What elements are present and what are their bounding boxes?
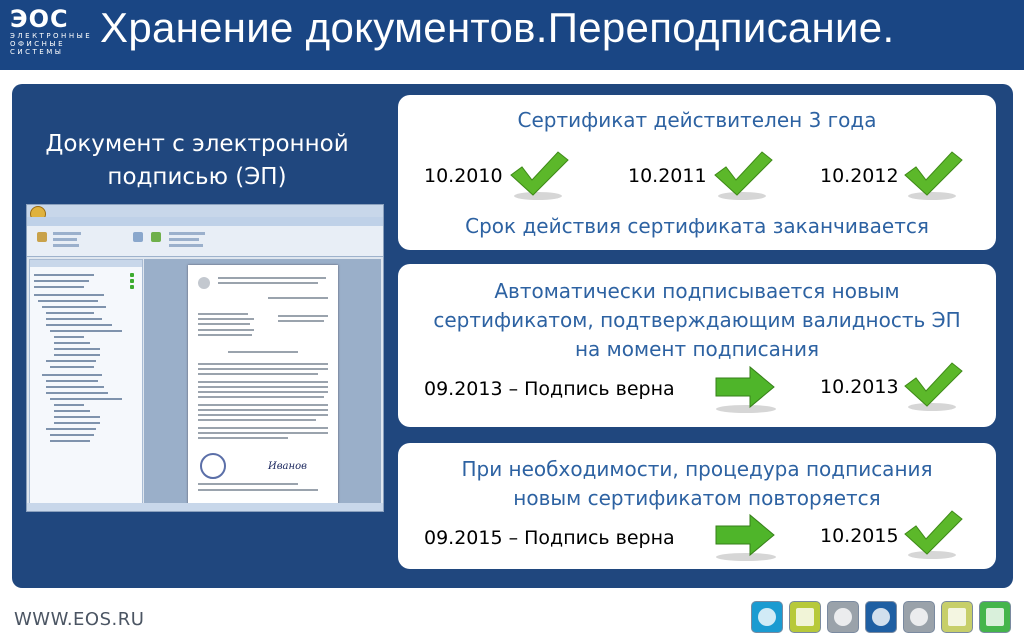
tile-glyph bbox=[758, 608, 776, 626]
tree-line bbox=[50, 434, 94, 436]
doc-line bbox=[198, 318, 254, 320]
tree-line bbox=[54, 354, 100, 356]
tree-line bbox=[50, 366, 94, 368]
doc-line bbox=[198, 386, 328, 388]
tree-line bbox=[50, 330, 122, 332]
tree-line bbox=[46, 324, 112, 326]
doc-line bbox=[198, 363, 328, 365]
left-caption bbox=[22, 128, 372, 194]
tree-line bbox=[42, 306, 106, 308]
left-caption-line1: Документ с электронной bbox=[45, 131, 349, 157]
doc-line bbox=[198, 381, 328, 383]
card2-line2: сертификатом, подтверждающим валидность ЭП bbox=[433, 308, 961, 332]
ribbon-line bbox=[169, 232, 205, 235]
tree-line bbox=[46, 312, 94, 314]
tree-line bbox=[46, 318, 102, 320]
tile-glyph bbox=[986, 608, 1004, 626]
ribbon-button-icon bbox=[151, 232, 161, 242]
ribbon-line bbox=[169, 238, 199, 241]
seal-stamp-icon bbox=[200, 453, 226, 479]
date-label-2013: 10.2013 bbox=[820, 376, 899, 398]
signature-status-2015: 09.2015 – Подпись верна bbox=[424, 527, 675, 549]
doc-line bbox=[198, 323, 250, 325]
valid-check-icon bbox=[130, 273, 134, 277]
logo-subtitle-2: ОФИСНЫЕ bbox=[10, 40, 66, 48]
tree-line bbox=[34, 280, 89, 282]
tile-glyph bbox=[948, 608, 966, 626]
doc-line bbox=[198, 391, 328, 393]
screenshot-titlebar bbox=[27, 205, 383, 217]
tree-line bbox=[50, 440, 90, 442]
tree-line bbox=[42, 374, 102, 376]
globe-icon[interactable] bbox=[750, 600, 784, 634]
doc-line bbox=[278, 315, 328, 317]
tree-line bbox=[46, 392, 108, 394]
tile-glyph bbox=[872, 608, 890, 626]
page-title: Хранение документов.Переподписание. bbox=[100, 4, 895, 51]
screenshot-ribbon bbox=[27, 226, 383, 257]
document-view-area bbox=[144, 259, 381, 504]
doc-line bbox=[198, 334, 252, 336]
tile-glyph bbox=[910, 608, 928, 626]
tree-line bbox=[50, 398, 122, 400]
logo-subtitle-1: ЭЛЕКТРОННЫЕ bbox=[10, 32, 93, 40]
arrow-right-icon bbox=[712, 512, 778, 562]
ribbon-button-icon bbox=[133, 232, 143, 242]
doc-line bbox=[198, 313, 248, 315]
signature-tree-panel bbox=[29, 259, 143, 506]
tree-line bbox=[54, 348, 100, 350]
ribbon-line bbox=[53, 238, 77, 241]
checkmark-icon bbox=[902, 148, 964, 202]
ribbon-line bbox=[53, 232, 81, 235]
card3-line1: При необходимости, процедура подписания bbox=[461, 457, 933, 481]
shield-icon[interactable] bbox=[864, 600, 898, 634]
tree-line bbox=[34, 294, 104, 296]
doc-line bbox=[198, 414, 328, 416]
tree-line bbox=[46, 428, 96, 430]
bar-chart-icon[interactable] bbox=[788, 600, 822, 634]
screenshot-ribbon-tabs bbox=[27, 217, 383, 226]
tree-line bbox=[54, 422, 100, 424]
tree-line bbox=[38, 300, 98, 302]
email-icon[interactable] bbox=[978, 600, 1012, 634]
checkmark-icon bbox=[508, 148, 570, 202]
card2-line1: Автоматически подписывается новым bbox=[494, 279, 900, 303]
doc-line bbox=[198, 373, 318, 375]
tree-line bbox=[46, 360, 96, 362]
doc-line bbox=[218, 277, 326, 279]
tree-line bbox=[54, 342, 90, 344]
ribbon-line bbox=[169, 244, 203, 247]
card1-footer: Срок действия сертификата заканчивается bbox=[465, 214, 929, 238]
document-screenshot bbox=[26, 204, 384, 512]
doc-line bbox=[198, 483, 298, 485]
doc-line bbox=[198, 409, 328, 411]
date-label-2015: 10.2015 bbox=[820, 525, 899, 547]
card3-line2: новым сертификатом повторяется bbox=[513, 486, 881, 510]
doc-line bbox=[278, 320, 324, 322]
doc-line bbox=[198, 396, 324, 398]
tree-line bbox=[34, 274, 94, 276]
tree-line bbox=[46, 386, 104, 388]
header-bar bbox=[0, 0, 1024, 70]
tree-line bbox=[46, 380, 98, 382]
card2-line3: на момент подписания bbox=[574, 337, 820, 361]
doc-line bbox=[198, 329, 254, 331]
tile-glyph bbox=[834, 608, 852, 626]
tree-line bbox=[54, 416, 100, 418]
tree-line bbox=[54, 410, 90, 412]
doc-line bbox=[198, 368, 328, 370]
valid-check-icon bbox=[130, 285, 134, 289]
doc-line bbox=[198, 427, 328, 429]
screenshot-status-bar bbox=[27, 503, 383, 511]
doc-line bbox=[228, 351, 298, 353]
doc-line bbox=[198, 432, 328, 434]
doc-line bbox=[198, 419, 316, 421]
tree-panel-header bbox=[30, 260, 142, 267]
ribbon-line bbox=[53, 244, 79, 247]
eos-logo bbox=[10, 6, 92, 56]
left-caption-line2: подписью (ЭП) bbox=[107, 164, 287, 190]
valid-check-icon bbox=[130, 279, 134, 283]
date-label-2012: 10.2012 bbox=[820, 165, 899, 187]
website-link[interactable]: WWW.EOS.RU bbox=[14, 609, 145, 630]
tile-glyph bbox=[796, 608, 814, 626]
signature-status-2013: 09.2013 – Подпись верна bbox=[424, 378, 675, 400]
doc-line bbox=[218, 282, 318, 284]
date-label-2010: 10.2010 bbox=[424, 165, 503, 187]
doc-line bbox=[198, 489, 318, 491]
doc-line bbox=[268, 297, 328, 299]
tree-line bbox=[54, 336, 84, 338]
ribbon-button-icon bbox=[37, 232, 47, 242]
checkmark-icon bbox=[902, 507, 964, 561]
tree-line bbox=[34, 286, 84, 288]
card1-heading: Сертификат действителен 3 года bbox=[517, 108, 877, 132]
handshake-icon[interactable] bbox=[826, 600, 860, 634]
document-icon[interactable] bbox=[940, 600, 974, 634]
checkmark-icon bbox=[712, 148, 774, 202]
arrow-right-icon bbox=[712, 364, 778, 414]
network-icon[interactable] bbox=[902, 600, 936, 634]
doc-line bbox=[198, 437, 288, 439]
tree-line bbox=[54, 404, 84, 406]
org-logo-icon bbox=[198, 277, 210, 289]
checkmark-icon bbox=[902, 359, 964, 413]
handwritten-signature: Иванов bbox=[268, 461, 307, 472]
doc-line bbox=[198, 404, 328, 406]
date-label-2011: 10.2011 bbox=[628, 165, 707, 187]
logo-subtitle-3: СИСТЕМЫ bbox=[10, 48, 64, 56]
document-page bbox=[188, 265, 338, 510]
logo-wordmark: ЭОС bbox=[10, 5, 69, 33]
